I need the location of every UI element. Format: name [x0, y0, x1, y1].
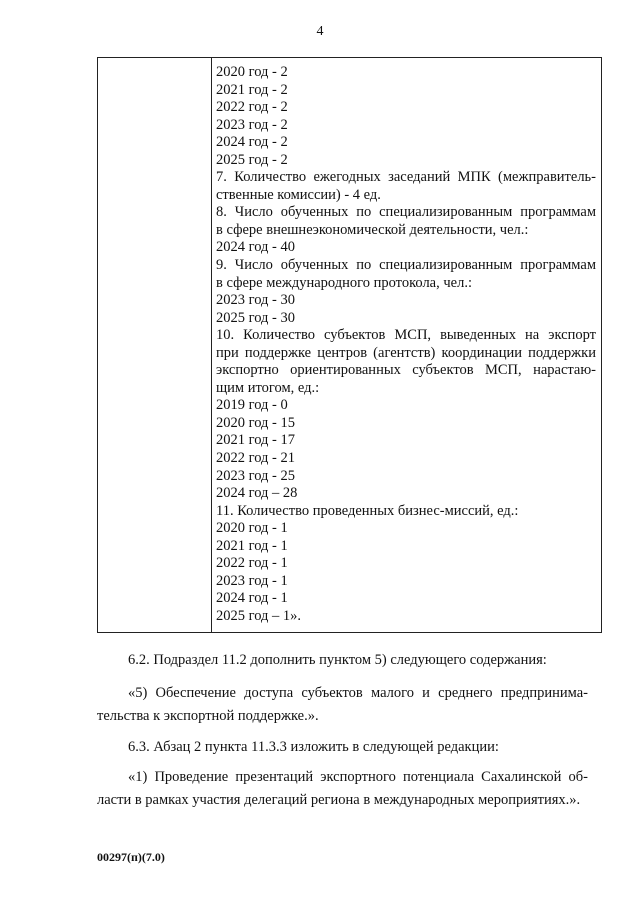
table-line: 2020 год - 2	[216, 64, 288, 80]
table-line: 10. Количество субъектов МСП, выведенных на экспорт	[216, 327, 596, 344]
table-line: 8. Число обученных по специализированным программам	[216, 204, 596, 221]
table-line: 2023 год - 2	[216, 116, 288, 133]
table-line: 2023 год - 30	[216, 292, 295, 309]
table-line: 2023 год - 1	[216, 572, 288, 589]
table-line: 2023 год - 25	[216, 467, 295, 484]
table-line: в сфере внешнеэкономической деятельности, чел.:	[216, 221, 529, 238]
table-line: 9. Число обученных по специализированным программам	[216, 257, 596, 274]
table-line: 2019 год - 0	[216, 397, 288, 414]
table-line: 2022 год - 2	[216, 99, 288, 116]
indicators-table	[97, 57, 602, 633]
paragraph-6-2: 6.2. Подраздел 11.2 дополнить пунктом 5) следующего содержания:	[128, 652, 547, 668]
paragraph-6-3: 6.3. Абзац 2 пункта 11.3.3 изложить в следующей редакции:	[128, 739, 499, 755]
table-line: ственные комиссии) - 4 ед.	[216, 186, 381, 203]
quote-1-line-2: ласти в рамках участия делегаций региона в международных мероприятиях.».	[97, 792, 581, 808]
table-line: 2021 год - 2	[216, 81, 288, 98]
table-line: 11. Количество проведенных бизнес-миссий, ед.:	[216, 502, 519, 519]
document-code: 00297(п)(7.0)	[97, 850, 165, 864]
table-line: 2021 год - 17	[216, 432, 295, 449]
table-column-divider	[211, 58, 212, 632]
table-line: 2024 год - 2	[216, 134, 288, 151]
quote-5-line-2: тельства к экспортной поддержке.».	[97, 708, 319, 724]
table-line: щим итогом, ед.:	[216, 379, 320, 396]
page-number: 4	[316, 24, 324, 39]
table-line: в сфере международного протокола, чел.:	[216, 274, 472, 291]
table-line: 2025 год – 1».	[216, 607, 302, 624]
table-line: 2024 год – 28	[216, 485, 298, 502]
table-line: 2025 год - 2	[216, 151, 288, 168]
table-line: 2024 год - 1	[216, 590, 288, 607]
table-line: 2022 год - 1	[216, 555, 288, 572]
table-line: 2024 год - 40	[216, 239, 295, 256]
table-line: при поддержке центров (агентств) координации поддержки	[216, 344, 596, 361]
table-line: 2021 год - 1	[216, 537, 288, 554]
table-line: экспортно ориентированных субъектов МСП, нарастаю-	[216, 362, 596, 379]
quote-1-line-1: «1) Проведение презентаций экспортного потенциала Сахалинской об-	[128, 769, 588, 785]
table-line: 7. Количество ежегодных заседаний МПК (межправитель-	[216, 169, 596, 186]
table-line: 2020 год - 15	[216, 414, 295, 431]
table-right-cell	[216, 64, 596, 626]
table-line: 2020 год - 1	[216, 520, 288, 537]
quote-5-line-1: «5) Обеспечение доступа субъектов малого и среднего предпринима-	[128, 685, 588, 701]
table-line: 2025 год - 30	[216, 309, 295, 326]
table-line: 2022 год - 21	[216, 450, 295, 467]
